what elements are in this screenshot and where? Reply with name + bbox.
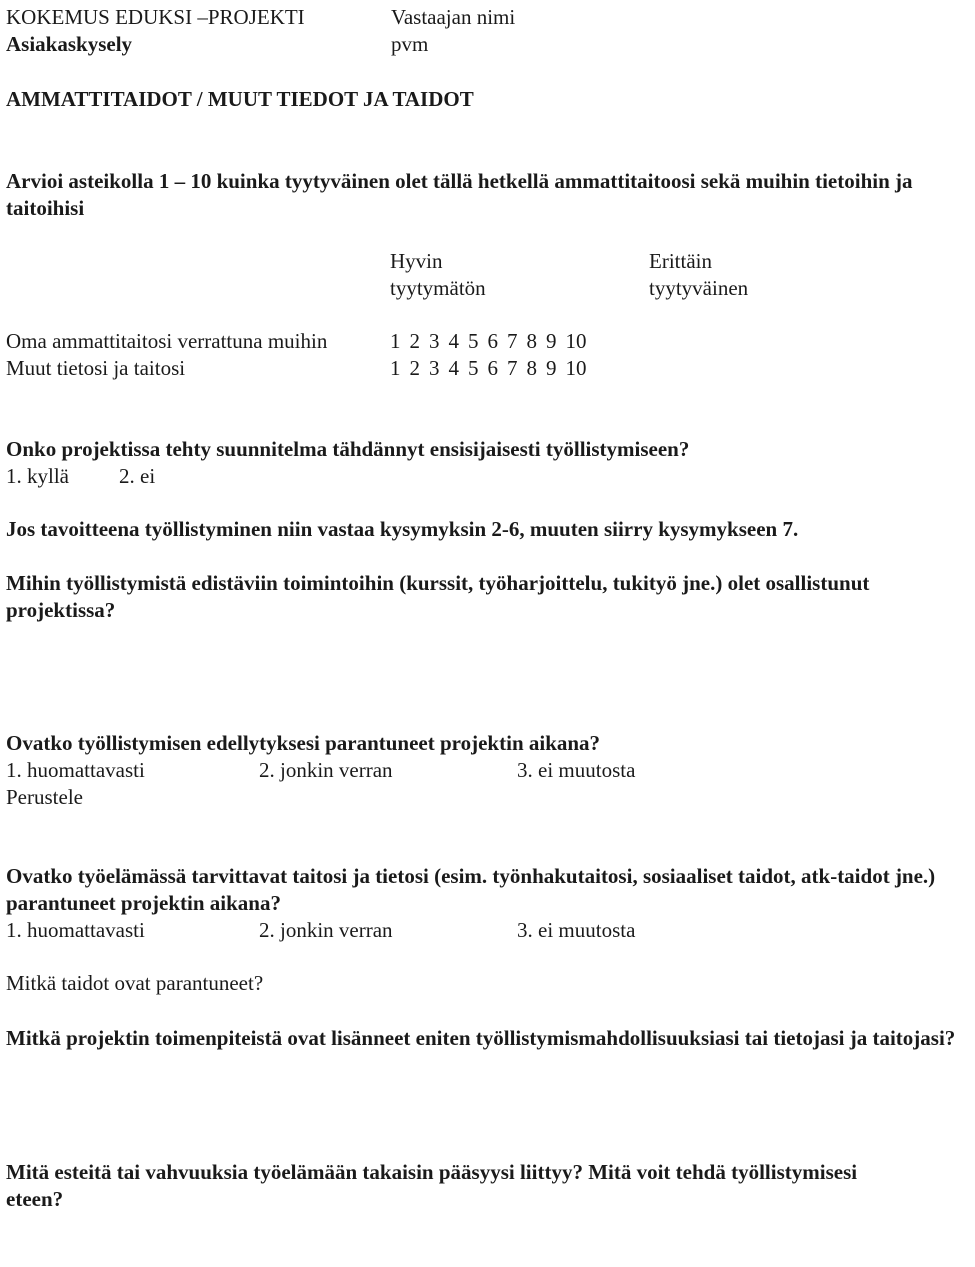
header-left (6, 4, 305, 58)
plan-question: Onko projektissa tehty suunnitelma tähdännyt ensisijaisesti työllistymiseen? (6, 437, 690, 461)
option-no-change[interactable]: 3. ei muutosta (517, 758, 636, 782)
project-name: KOKEMUS EDUKSI –PROJEKTI (6, 5, 305, 29)
scale-option[interactable]: 1 (390, 356, 401, 380)
option-considerably[interactable]: 1. huomattavasti (6, 758, 145, 782)
rating-row-label: Oma ammattitaitosi verrattuna muihin (6, 329, 328, 353)
instruction-text: Jos tavoitteena työllistyminen niin vastaa kysymyksin 2-6, muuten siirry kysymykseen 7. (6, 517, 799, 541)
scale-high-label (649, 248, 748, 302)
justify-label: Perustele (6, 785, 83, 809)
scale-option[interactable]: 3 (429, 329, 440, 353)
scale-option[interactable]: 6 (487, 329, 498, 353)
survey-name: Asiakaskysely (6, 32, 133, 56)
scale-option[interactable]: 8 (526, 329, 537, 353)
obstacles-question: Mitä esteitä tai vahvuuksia työelämään takaisin pääsyysi liittyy? Mitä voit tehdä työllistymisesi eteen? (6, 1160, 858, 1211)
scale-option[interactable]: 7 (507, 329, 518, 353)
option-somewhat[interactable]: 2. jonkin verran (259, 918, 393, 942)
plan-options (6, 463, 205, 490)
scale-option[interactable]: 10 (565, 356, 587, 380)
scale-option[interactable]: 9 (546, 329, 557, 353)
skills-followup: Mitkä taidot ovat parantuneet? (6, 971, 264, 995)
rating-question: Arvioi asteikolla 1 – 10 kuinka tyytyväinen olet tällä hetkellä ammattitaitoosi sekä muihin tietoihin ja taitoihisi (6, 169, 913, 220)
option-considerably[interactable]: 1. huomattavasti (6, 918, 145, 942)
rating-scale (390, 328, 596, 355)
scale-option[interactable]: 9 (546, 356, 557, 380)
scale-low-label (390, 248, 486, 302)
prerequisites-question: Ovatko työllistymisen edellytyksesi parantuneet projektin aikana? (6, 731, 601, 755)
section-title: AMMATTITAIDOT / MUUT TIEDOT JA TAIDOT (6, 87, 474, 111)
scale-option[interactable]: 5 (468, 356, 479, 380)
date-label: pvm (391, 32, 429, 56)
activities-question: Mihin työllistymistä edistäviin toimintoihin (kurssit, työharjoittelu, tukityö jne.) olet osallistunut projektissa? (6, 571, 870, 622)
scale-high-label-line2: tyytyväinen (649, 276, 749, 300)
respondent-name-label: Vastaajan nimi (391, 5, 516, 29)
scale-option[interactable]: 3 (429, 356, 440, 380)
scale-option[interactable]: 7 (507, 356, 518, 380)
scale-option[interactable]: 6 (487, 356, 498, 380)
option-no-change[interactable]: 3. ei muutosta (517, 918, 636, 942)
rating-row-label: Muut tietosi ja taitosi (6, 356, 186, 380)
scale-option[interactable]: 4 (448, 356, 459, 380)
rating-scale (390, 355, 596, 382)
scale-option[interactable]: 2 (409, 356, 420, 380)
scale-option[interactable]: 10 (565, 329, 587, 353)
option-yes[interactable]: 1. kyllä (6, 464, 69, 488)
scale-high-label-line1: Erittäin (649, 249, 712, 273)
scale-option[interactable]: 4 (448, 329, 459, 353)
skills-question: Ovatko työelämässä tarvittavat taitosi ja tietosi (esim. työnhakutaitosi, sosiaaliset taidot, atk-taidot jne.) parantuneet projektin aikana? (6, 864, 936, 915)
rating-row (6, 355, 596, 382)
scale-low-label-line2: tyytymätön (390, 276, 486, 300)
scale-option[interactable]: 5 (468, 329, 479, 353)
rating-row (6, 328, 596, 355)
scale-option[interactable]: 1 (390, 329, 401, 353)
option-no[interactable]: 2. ei (119, 464, 156, 488)
header-right (391, 4, 515, 58)
scale-option[interactable]: 8 (526, 356, 537, 380)
scale-option[interactable]: 2 (409, 329, 420, 353)
measures-question: Mitkä projektin toimenpiteistä ovat lisänneet eniten työllistymismahdollisuuksiasi tai tietojasi ja taitojasi? (6, 1026, 956, 1050)
option-somewhat[interactable]: 2. jonkin verran (259, 758, 393, 782)
scale-low-label-line1: Hyvin (390, 249, 443, 273)
